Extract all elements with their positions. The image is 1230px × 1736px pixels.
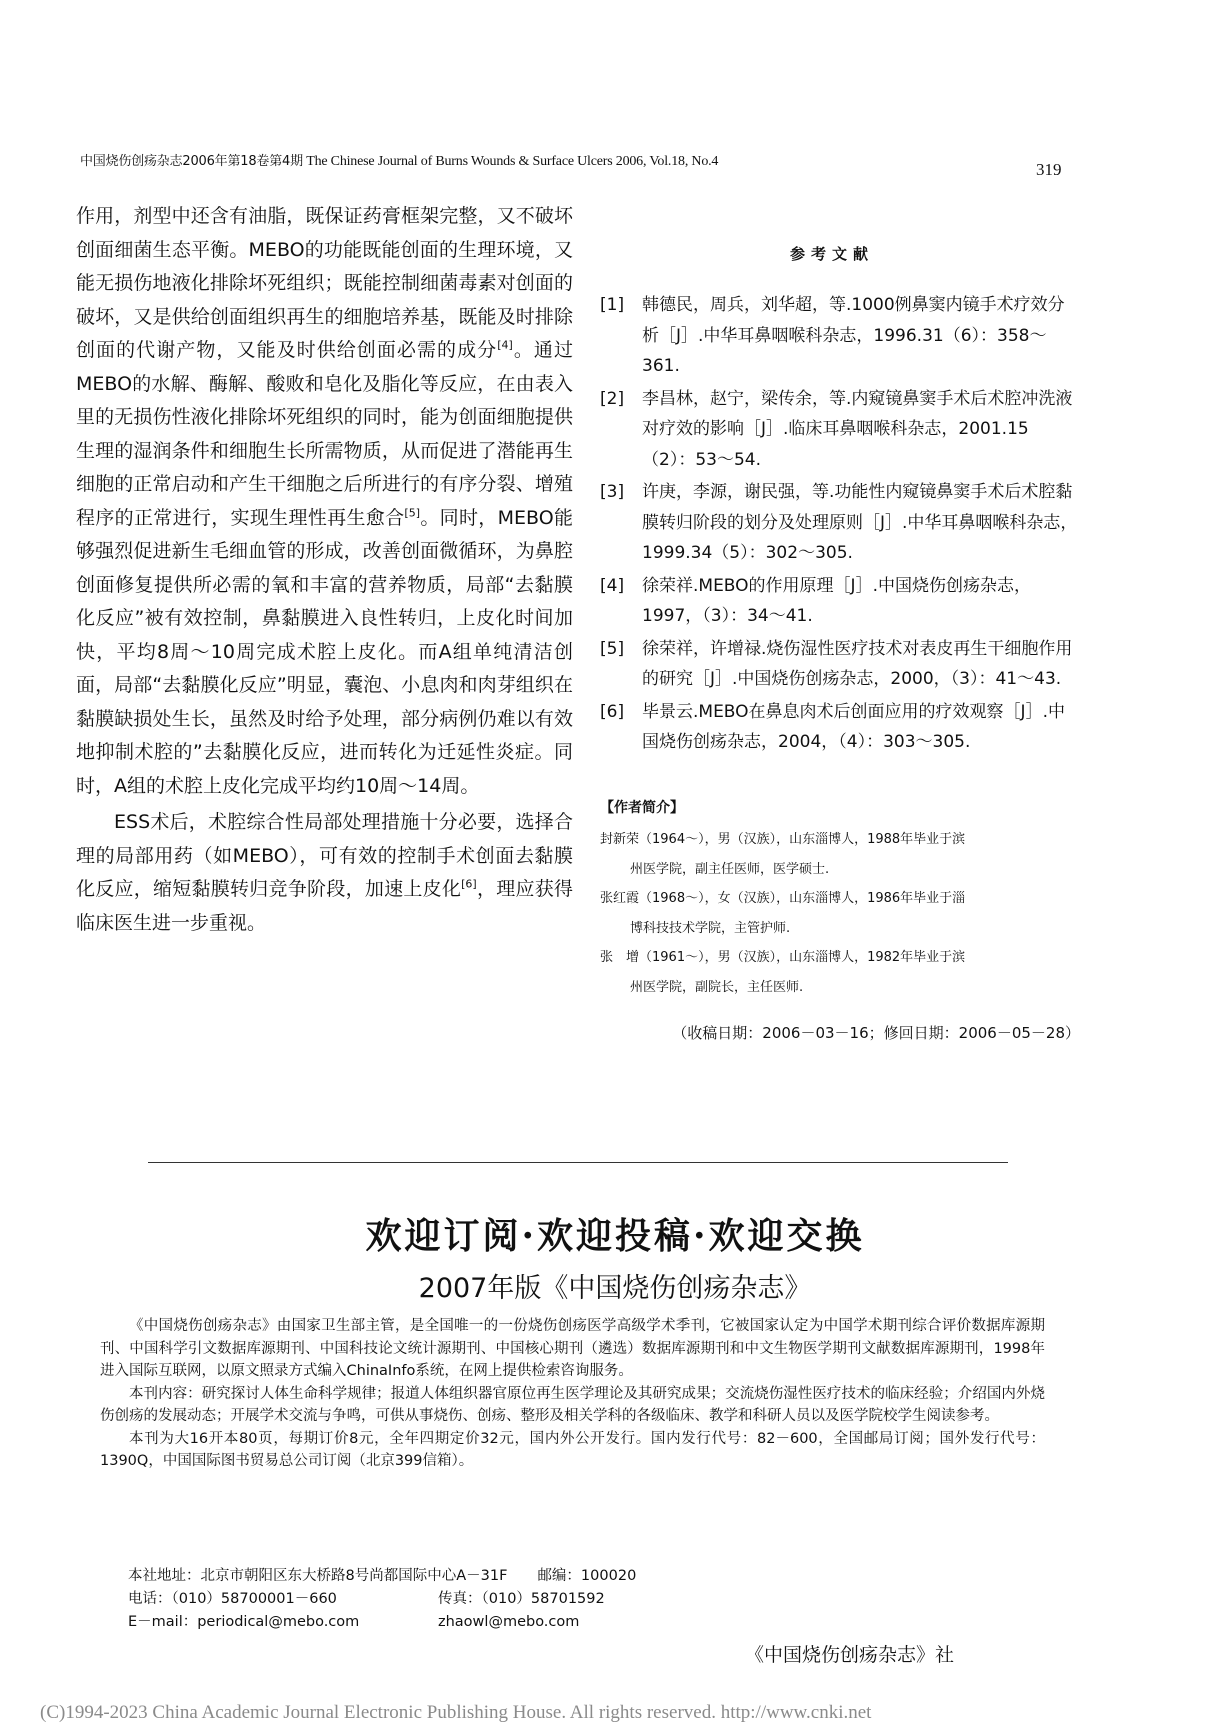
- author-bio-heading: 【作者简介】: [600, 800, 684, 816]
- reference-item: [1] 韩德民，周兵，刘华超，等.1000例鼻窦内镜手术疗效分析［J］.中华耳鼻咽喉科杂志，1996.31（6）：358～361.: [600, 295, 1065, 376]
- section-divider: [148, 1162, 1008, 1163]
- contact-info: [128, 1565, 636, 1634]
- address: 本社地址：北京市朝阳区东大桥路8号尚都国际中心A－31F: [128, 1568, 508, 1584]
- email-primary: E－mail：periodical@mebo.com: [128, 1614, 360, 1630]
- citation-5: [5]: [404, 506, 421, 520]
- page-number: 319: [1036, 160, 1062, 179]
- citation-4: [4]: [497, 338, 513, 352]
- journal-name-cn: 中国烧伤创疡杂志2006年第18卷第4期: [80, 154, 303, 169]
- reference-item: [3] 许庚，李源，谢民强，等.功能性内窥镜鼻窦手术后术腔黏膜转归阶段的划分及处理原则［J］.中华耳鼻咽喉科杂志，1999.34（5）：302～305.: [600, 482, 1078, 563]
- ad-paragraph: 本刊为大16开本80页，每期订价8元，全年四期定价32元，国内外公开发行。国内发行代号：82－600，全国邮局订阅；国外发行代号：1390Q，中国国际图书贸易总公司订阅（北京399信箱）。: [100, 1430, 1045, 1469]
- references-heading: 参考文献: [790, 245, 875, 263]
- reference-item: [6] 毕景云.MEBO在鼻息肉术后创面应用的疗效观察［J］.中国烧伤创疡杂志，2004，（4）：303～305.: [600, 701, 1065, 752]
- copyright-footer: (C)1994-2023 China Academic Journal Electronic Publishing House. All rights reserved. http://www.cnki.net: [40, 1702, 872, 1723]
- ad-paragraph: 本刊内容：研究探讨人体生命科学规律；报道人体组织器官原位再生医学理论及其研究成果；交流烧伤湿性医疗技术的临床经验；介绍国内外烧伤创疡的发展动态；开展学术交流与争鸣，可供从事烧伤、创疡、整形及相关学科的各级临床、教学和科研人员以及医学院校学生阅读参考。: [100, 1385, 1045, 1424]
- author-bio: 张 增（1961～），男（汉族），山东淄博人，1982年毕业于滨 州医学院，副院长，主任医师.: [600, 950, 966, 995]
- ad-subtitle: 2007年版《中国烧伤创疡杂志》: [418, 1273, 812, 1304]
- references-list: [600, 290, 1080, 760]
- reference-item: [4] 徐荣祥.MEBO的作用原理［J］.中国烧伤创疡杂志，1997，（3）：34～41.: [600, 575, 1031, 626]
- author-bio-list: [600, 825, 1080, 1002]
- citation-6: [6]: [461, 877, 477, 891]
- fax: 传真：（010）58701592: [438, 1591, 605, 1607]
- body-paragraph-1: 作用，剂型中还含有油脂，既保证药膏框架完整，又不破坏创面细菌生态平衡。MEBO的功能既能创面的生理环境，又能无损伤地液化排除坏死组织；既能控制细菌毒素对创面的破坏，又是供给创面组织再生的细胞培养基，既能及时排除创面的代谢产物，又能及时供给创面必需的成分[4]。通过MEBO的水解、酶解、酸败和皂化及脂化等反应，在由表入里的无损伤性液化排除坏死组织的同时，能为创面细胞提供生理的湿润条件和细胞生长所需物质，从而促进了潜能再生细胞的正常启动和产生干细胞之后所进行的有序分裂、增殖程序的正常进行，实现生理性再生愈合[5]。同时，MEBO能够强烈促进新生毛细血管的形成，改善创面微循环，为鼻腔创面修复提供所必需的氧和丰富的营养物质，局部“去黏膜化反应”被有效控制，鼻黏膜进入良性转归，上皮化时间加快，平均8周～10周完成术腔上皮化。而A组单纯清洁创面，局部“去黏膜化反应”明显，囊泡、小息肉和肉芽组织在黏膜缺损处生长，虽然及时给予处理，部分病例仍难以有效地抑制术腔的”去黏膜化反应，进而转化为迁延性炎症。同时，A组的术腔上皮化完成平均约10周～14周。: [76, 205, 573, 797]
- reference-item: [2] 李昌林，赵宁，梁传余，等.内窥镜鼻窦手术后术腔冲洗液对疗效的影响［J］.临床耳鼻咽喉科杂志，2001.15（2）：53～54.: [600, 388, 1073, 470]
- body-paragraph-2: ESS术后，术腔综合性局部处理措施十分必要，选择合理的局部用药（如MEBO），可有效的控制手术创面去黏膜化反应，缩短黏膜转归竞争阶段，加速上皮化[6]，理应获得临床医生进一步重视。: [76, 811, 573, 934]
- journal-name-en: The Chinese Journal of Burns Wounds & Surface Ulcers 2006, Vol.18, No.4: [306, 154, 719, 169]
- running-header: [80, 150, 1080, 170]
- phone: 电话：（010）58700001－660: [128, 1591, 337, 1607]
- ad-title: 欢迎订阅·欢迎投稿·欢迎交换: [365, 1215, 865, 1257]
- received-dates: （收稿日期：2006－03－16；修回日期：2006－05－28）: [672, 1024, 1080, 1042]
- author-bio: 张红霞（1968～），女（汉族），山东淄博人，1986年毕业于淄 博科技技术学院，主管护师.: [600, 891, 966, 936]
- email-secondary: zhaowl@mebo.com: [438, 1614, 580, 1630]
- author-bio: 封新荣（1964～），男（汉族），山东淄博人，1988年毕业于滨 州医学院，副主任医师，医学硕士.: [600, 832, 966, 877]
- postcode: 邮编：100020: [537, 1568, 637, 1584]
- reference-item: [5] 徐荣祥，许增禄.烧伤湿性医疗技术对表皮再生干细胞作用的研究［J］.中国烧伤创疡杂志，2000，（3）：41～43.: [600, 638, 1073, 689]
- ad-body: [100, 1315, 1045, 1473]
- publisher-signature: 《中国烧伤创疡杂志》社: [745, 1644, 955, 1666]
- ad-paragraph: 《中国烧伤创疡杂志》由国家卫生部主管，是全国唯一的一份烧伤创疡医学高级学术季刊，它被国家认定为中国学术期刊综合评价数据库源期刊、中国科学引文数据库源期刊、中国科技论文统计源期刊、中国核心期刊（遴选）数据库源期刊和中文生物医学期刊文献数据库源期刊，1998年进入国际互联网，以原文照录方式编入ChinaInfo系统，在网上提供检索咨询服务。: [100, 1318, 1045, 1379]
- body-text-column: [76, 200, 573, 940]
